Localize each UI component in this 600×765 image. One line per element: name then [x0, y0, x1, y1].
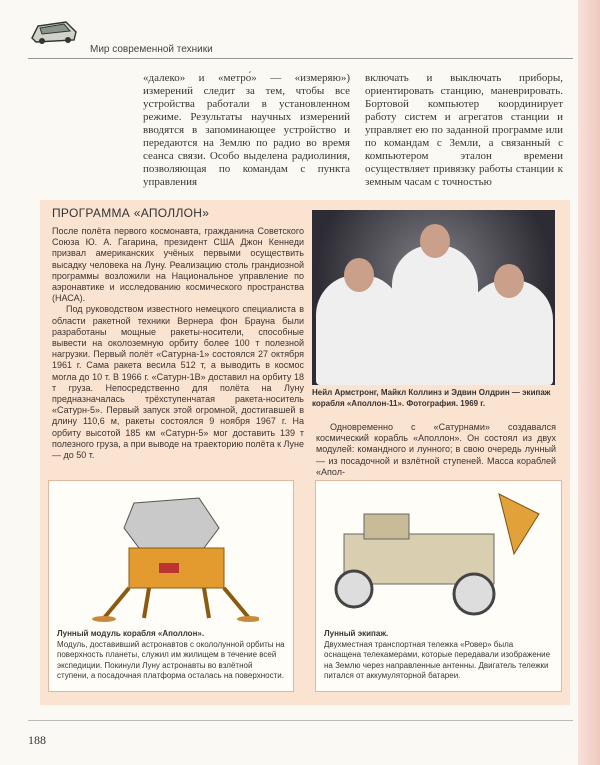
astronaut: [392, 245, 478, 385]
illustration-caption: [324, 629, 552, 682]
face: [420, 224, 450, 258]
face: [494, 264, 524, 298]
caption-title: Лунный экипаж.: [324, 629, 389, 638]
top-text-left: «далеко» и «метро́» — «измеряю») измерений следит за тем, чтобы все устройства работали в установленном режиме. Результаты научных измерений вводятся в запоминающее устройство и передаются на Землю по радио во время сеанса связи. Особо выделена радиолиния, позволяющая по командам с пункта управления: [143, 72, 350, 188]
lunar-rover-image: [324, 484, 554, 624]
lunar-module-illustration: [48, 480, 294, 692]
lunar-rover-illustration: [315, 480, 562, 692]
face: [344, 258, 374, 292]
sidebar-title: ПРОГРАММА «АПОЛЛОН»: [52, 206, 210, 220]
footer-rule: [28, 720, 573, 721]
paragraph: После полёта первого космонавта, гражданина Советского Союза Ю. А. Гагарина, президент США Джон Кеннеди призвал американских учёных первыми осуществить высадку человека на Луну. Реализацию столь грандиозной программы возложили на Национальное управление по аэронавтике и исследованию космического пространства (НАСА).: [52, 226, 304, 304]
page-edge: [578, 0, 600, 765]
page-number: 188: [28, 733, 46, 747]
running-title: Мир современной техники: [90, 44, 213, 55]
car-icon: [28, 18, 80, 46]
sidebar-text-right: Одновременно с «Сатурнами» создавался космический корабль «Аполлон». Он состоял из двух модулей: командного и лунного; в свою очередь лунный — из посадочной и взлётной ступеней. Масса кораблей «Апол-: [316, 422, 556, 477]
header-rule: [28, 58, 573, 59]
caption-title: Лунный модуль корабля «Аполлон».: [57, 629, 205, 638]
top-text-right: включать и выключать приборы, ориентировать станцию, маневрировать. Бортовой компьютер координирует работу систем и агрегатов станции и управляет ею по заданной программе или по командам с Земли, а связанный с компьютером эталон времени осуществляет привязку работы станции к земным часам с точностью: [365, 72, 563, 188]
sidebar-text-left: [52, 226, 304, 461]
photo-caption: Нейл Армстронг, Майкл Коллинз и Эдвин Олдрин — экипаж корабля «Аполлон-11». Фотография. 1969 г.: [312, 388, 551, 408]
caption-text: Модуль, доставивший астронавтов с окололунной орбиты на поверхность планеты, служил им жилищем в течение всей экспедиции. Покинули Луну астронавты во взлётной ступени, а посадочная платформа осталась на поверхности.: [57, 639, 285, 680]
caption-text: Двухместная транспортная тележка «Ровер» была оснащена телекамерами, которые передавали изображение на Землю через направленные антенны. Двигатель тележки питался от аккумуляторной батареи.: [324, 639, 551, 680]
paragraph: Под руководством известного немецкого специалиста в области ракетной техники Вернера фон Брауна были разработаны мощные ракеты-носители, способные вывести на околоземную орбиту более 100 т полезной нагрузки. Первый полёт «Сатурна-1» состоялся 27 октября 1961 г. Сама ракета весила 512 т, а выводить в космос могла до 10 т. В 1966 г. «Сатурн-1B» доставил на орбиту 18 т груза. Непосредственно для полёта на Луну предназначалась трёхступенчатая ракета-носитель «Сатурн-5». Первый запуск этой огромной, достигавшей в длину 110,6 м, ракеты состоялся 9 ноября 1967 г. На орбиту высотой 185 км «Сатурн-5» мог доставить 139 т полезного груза, а при выводе на траекторию полёта к Луне — до 50 т.: [52, 304, 305, 461]
lunar-module-image: [89, 493, 259, 623]
illustration-caption: [57, 629, 285, 682]
crew-photo: [312, 210, 555, 385]
